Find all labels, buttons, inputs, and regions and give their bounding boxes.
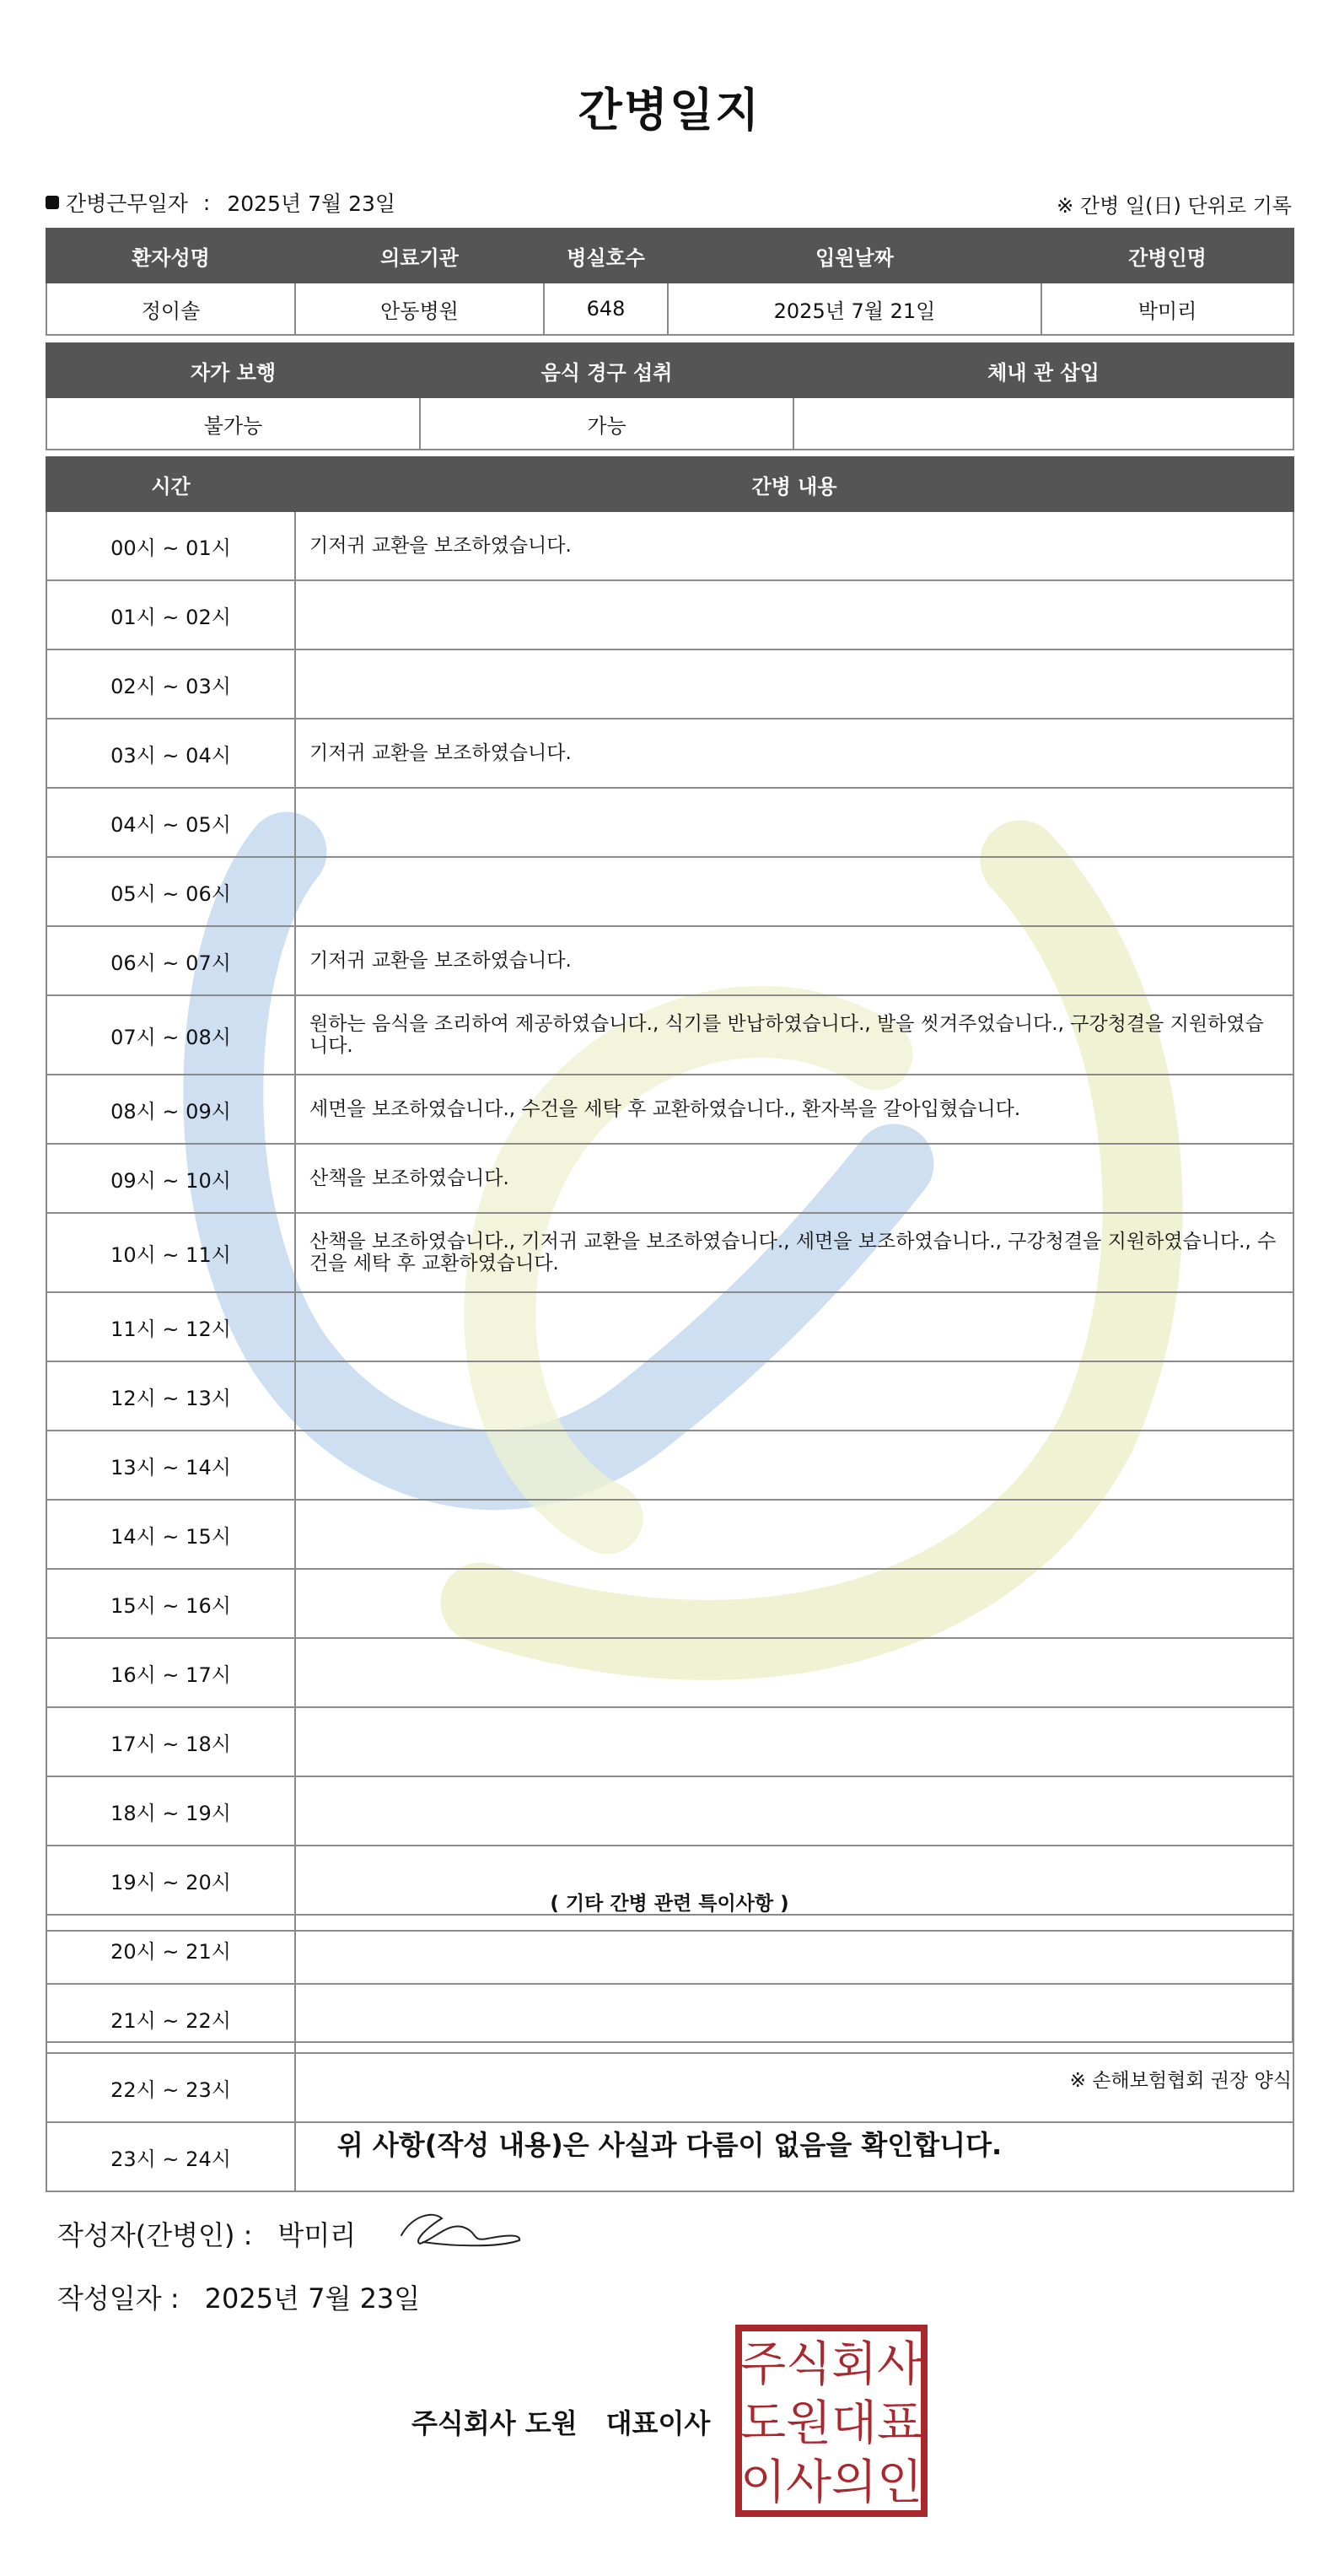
confirmation-statement: 위 사항(작성 내용)은 사실과 다름이 없음을 확인합니다. <box>336 2129 1003 2161</box>
notes-title: ( 기타 간병 관련 특이사항 ) <box>550 1893 789 1915</box>
time-slot: 06시 ~ 07시 <box>46 926 295 995</box>
seal-char: 표 <box>876 2396 923 2451</box>
header-self-walking: 자가 보행 <box>46 343 420 397</box>
care-content: 기저귀 교환을 보조하였습니다. <box>295 719 1293 788</box>
seal-char: 의 <box>831 2455 878 2510</box>
table-row <box>46 1431 1293 1500</box>
recommendation-note: ※ 손해보험협회 권장 양식 <box>1069 2070 1292 2092</box>
table-row <box>46 1144 1293 1213</box>
table-row <box>46 1569 1293 1638</box>
writer-name: 박미리 <box>277 2219 357 2251</box>
seal-char: 도 <box>739 2396 787 2451</box>
header-room-number: 병실호수 <box>544 229 668 283</box>
care-content: 기저귀 교환을 보조하였습니다. <box>295 926 1293 995</box>
time-slot: 09시 ~ 10시 <box>46 1144 295 1213</box>
table-row <box>46 1075 1293 1144</box>
time-slot: 20시 ~ 21시 <box>46 1915 295 1984</box>
table-row <box>46 995 1293 1075</box>
care-content <box>295 580 1293 649</box>
notes-box <box>46 1930 1293 2043</box>
care-content <box>295 1638 1293 1707</box>
care-date-info <box>46 187 395 218</box>
header-caregiver-name: 간병인명 <box>1041 229 1293 283</box>
table-row <box>46 1638 1293 1707</box>
daily-record-note: ※ 간병 일(日) 단위로 기록 <box>1057 194 1292 218</box>
written-date-label: 작성일자 : <box>57 2282 180 2315</box>
care-content <box>295 1776 1293 1846</box>
patient-name-value: 정이솔 <box>46 283 295 335</box>
company-line <box>411 2402 710 2441</box>
time-slot: 05시 ~ 06시 <box>46 857 295 926</box>
company-name: 주식회사 도원 <box>411 2407 578 2439</box>
room-number-value: 648 <box>544 283 668 335</box>
self-walking-value: 불가능 <box>46 397 420 450</box>
seal-characters <box>740 2337 922 2510</box>
page-title: 간병일지 <box>578 84 761 137</box>
care-content <box>295 1361 1293 1431</box>
seal-char: 인 <box>876 2455 923 2510</box>
care-date-separator: : <box>202 190 211 215</box>
patient-info-value-row <box>46 283 1293 335</box>
time-slot: 22시 ~ 23시 <box>46 2053 295 2122</box>
care-date-value: 2025년 7월 23일 <box>227 191 396 216</box>
time-slot: 18시 ~ 19시 <box>46 1776 295 1846</box>
care-content <box>295 649 1293 719</box>
table-row <box>46 1213 1293 1292</box>
care-content <box>295 1569 1293 1638</box>
time-slot: 08시 ~ 09시 <box>46 1075 295 1144</box>
time-slot: 19시 ~ 20시 <box>46 1846 295 1915</box>
oral-intake-value: 가능 <box>420 397 793 450</box>
time-slot: 14시 ~ 15시 <box>46 1500 295 1569</box>
seal-char: 사 <box>876 2337 923 2392</box>
admission-date-value: 2025년 7월 21일 <box>668 283 1041 335</box>
table-row <box>46 511 1293 580</box>
care-content <box>295 1292 1293 1361</box>
table-row <box>46 1361 1293 1431</box>
table-row <box>46 857 1293 926</box>
care-log-header-row <box>46 457 1293 511</box>
signature-mark <box>395 2201 530 2252</box>
time-slot: 16시 ~ 17시 <box>46 1638 295 1707</box>
care-content: 원하는 음식을 조리하여 제공하였습니다., 식기를 반납하였습니다., 발을 씻겨주었습니다., 구강청결을 지원하였습니다. <box>295 995 1293 1075</box>
hospital-value: 안동병원 <box>295 283 544 335</box>
seal-char: 식 <box>785 2337 832 2392</box>
company-seal <box>735 2325 928 2517</box>
time-slot: 04시 ~ 05시 <box>46 788 295 857</box>
table-row <box>46 1776 1293 1846</box>
care-content <box>295 857 1293 926</box>
care-content <box>295 788 1293 857</box>
writer-line <box>57 2214 356 2253</box>
care-content <box>295 1431 1293 1500</box>
care-content: 기저귀 교환을 보조하였습니다. <box>295 511 1293 580</box>
table-row <box>46 719 1293 788</box>
table-row <box>46 788 1293 857</box>
seal-char: 사 <box>785 2455 832 2510</box>
written-date-line <box>57 2277 420 2316</box>
writer-label: 작성자(간병인) : <box>57 2219 253 2251</box>
time-slot: 11시 ~ 12시 <box>46 1292 295 1361</box>
table-row <box>46 1292 1293 1361</box>
table-row <box>46 580 1293 649</box>
header-oral-intake: 음식 경구 섭취 <box>420 343 793 397</box>
patient-info-header-row <box>46 229 1293 283</box>
seal-char: 대 <box>831 2396 878 2451</box>
company-role: 대표이사 <box>605 2407 711 2439</box>
time-slot: 17시 ~ 18시 <box>46 1707 295 1776</box>
care-content: 세면을 보조하였습니다., 수건을 세탁 후 교환하였습니다., 환자복을 갈아입혔습니다. <box>295 1075 1293 1144</box>
time-slot: 03시 ~ 04시 <box>46 719 295 788</box>
seal-char: 회 <box>831 2337 878 2392</box>
time-slot: 00시 ~ 01시 <box>46 511 295 580</box>
patient-info-table <box>46 228 1294 336</box>
time-slot: 02시 ~ 03시 <box>46 649 295 719</box>
care-content <box>295 1500 1293 1569</box>
seal-char: 원 <box>785 2396 832 2451</box>
written-date-value: 2025년 7월 23일 <box>204 2282 421 2315</box>
table-row <box>46 1707 1293 1776</box>
seal-char: 주 <box>739 2337 787 2392</box>
header-time: 시간 <box>46 457 295 511</box>
patient-status-table <box>46 342 1294 450</box>
care-content: 산책을 보조하였습니다., 기저귀 교환을 보조하였습니다., 세면을 보조하였습니다., 구강청결을 지원하였습니다., 수건을 세탁 후 교환하였습니다. <box>295 1213 1293 1292</box>
care-date-label: 간병근무일자 <box>66 191 188 216</box>
header-tube-insertion: 체내 관 삽입 <box>793 343 1293 397</box>
patient-status-header-row <box>46 343 1293 397</box>
header-patient-name: 환자성명 <box>46 229 295 283</box>
header-hospital: 의료기관 <box>295 229 544 283</box>
time-slot: 15시 ~ 16시 <box>46 1569 295 1638</box>
table-row <box>46 926 1293 995</box>
header-admission-date: 입원날짜 <box>668 229 1041 283</box>
time-slot: 12시 ~ 13시 <box>46 1361 295 1431</box>
caregiver-name-value: 박미리 <box>1041 283 1293 335</box>
table-row <box>46 1500 1293 1569</box>
care-content <box>295 1707 1293 1776</box>
patient-status-value-row <box>46 397 1293 450</box>
square-bullet-icon <box>46 196 59 209</box>
time-slot: 01시 ~ 02시 <box>46 580 295 649</box>
time-slot: 13시 ~ 14시 <box>46 1431 295 1500</box>
tube-insertion-value <box>793 397 1293 450</box>
time-slot: 10시 ~ 11시 <box>46 1213 295 1292</box>
table-row <box>46 649 1293 719</box>
header-care-content: 간병 내용 <box>295 457 1293 511</box>
time-slot: 07시 ~ 08시 <box>46 995 295 1075</box>
time-slot: 23시 ~ 24시 <box>46 2122 295 2191</box>
time-slot: 21시 ~ 22시 <box>46 1984 295 2053</box>
care-content: 산책을 보조하였습니다. <box>295 1144 1293 1213</box>
seal-char: 이 <box>739 2455 787 2510</box>
